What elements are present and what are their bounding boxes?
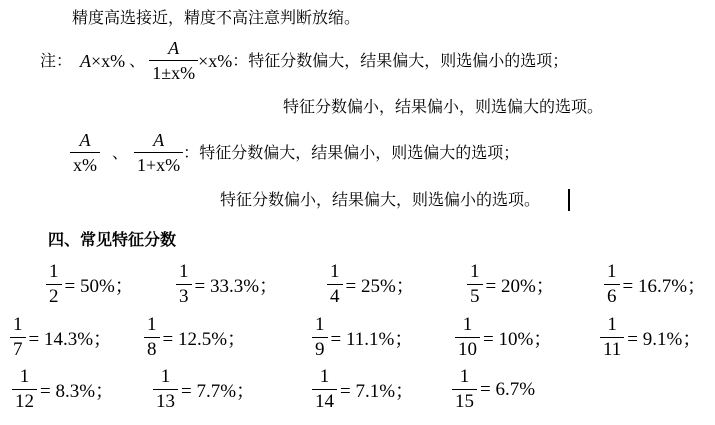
fraction-numerator: 1 xyxy=(179,261,189,282)
fraction-value: = 50%； xyxy=(64,276,134,297)
fraction-value: = 20%； xyxy=(485,276,555,297)
fraction-denominator: 6 xyxy=(604,284,620,307)
fraction-value: = 33.3%； xyxy=(194,276,279,297)
fraction-numerator: 1 xyxy=(462,314,473,335)
percent-term: x% xyxy=(101,50,126,71)
fraction-item xyxy=(600,315,701,360)
fraction-denominator: 7 xyxy=(10,337,26,360)
fraction-value: = 16.7%； xyxy=(622,276,707,297)
fraction xyxy=(327,262,343,307)
fraction-value: = 12.5%； xyxy=(162,329,247,350)
intro-line: 精度高选接近，精度不高注意判断放缩。 xyxy=(72,8,361,27)
fraction-value: = 7.7%； xyxy=(181,381,256,402)
fraction-denominator: 11 xyxy=(600,337,624,360)
fraction xyxy=(312,367,337,412)
fraction xyxy=(604,262,620,307)
fraction-numerator: 1 xyxy=(19,366,30,387)
fraction-value: = 6.7% xyxy=(480,378,536,400)
fraction-item xyxy=(12,367,114,412)
fraction-numerator: 1 xyxy=(330,261,340,282)
fraction-numerator: 1 xyxy=(315,314,325,335)
note-rule-1: 特征分数偏大，结果偏大，则选偏小的选项； xyxy=(248,50,569,70)
fraction-value: = 11.1%； xyxy=(330,329,414,350)
fraction-item xyxy=(176,262,278,307)
note-rule-2: 特征分数偏小，结果偏小，则选偏大的选项。 xyxy=(283,97,604,116)
fraction xyxy=(144,315,160,360)
fraction-denominator: x% xyxy=(70,152,100,175)
fraction-value: = 10%； xyxy=(483,329,553,350)
note2-rule-2: 特征分数偏小，结果偏大，则选偏小的选项。 xyxy=(220,190,541,209)
fraction xyxy=(467,262,483,307)
fraction-a-over-x xyxy=(70,130,100,175)
fraction-item xyxy=(46,262,134,307)
fraction-item xyxy=(144,315,246,360)
fraction-value: = 9.1%； xyxy=(627,329,702,350)
fraction-denominator: 4 xyxy=(327,284,343,307)
separator: 、 xyxy=(112,142,129,162)
fraction xyxy=(600,315,624,360)
fraction-item xyxy=(604,262,706,307)
fraction-denominator: 10 xyxy=(455,337,480,360)
colon: ： xyxy=(232,50,249,70)
fraction-item xyxy=(467,262,555,307)
fraction-value: = 25%； xyxy=(345,276,415,297)
fraction xyxy=(12,367,37,412)
note-label: 注： xyxy=(40,50,73,70)
separator: 、 xyxy=(129,50,146,70)
fraction-item xyxy=(153,367,255,412)
fraction-numerator: A xyxy=(153,130,165,150)
fraction-item xyxy=(327,262,415,307)
fraction-value: = 7.1%； xyxy=(340,381,415,402)
fraction-denominator: 15 xyxy=(452,389,477,412)
fraction-value: = 8.3%； xyxy=(40,381,115,402)
fraction-item xyxy=(312,315,413,360)
fraction-item xyxy=(312,367,414,412)
fraction-denominator: 2 xyxy=(46,284,62,307)
fraction-numerator: 1 xyxy=(459,366,470,387)
fraction-numerator: 1 xyxy=(147,314,157,335)
fraction xyxy=(452,367,477,412)
colon: ： xyxy=(183,142,200,162)
fraction-item xyxy=(455,315,552,360)
fraction-denominator: 14 xyxy=(312,389,337,412)
fraction-numerator: 1 xyxy=(13,314,23,335)
fraction-denominator: 1+x% xyxy=(134,152,183,175)
fraction-numerator: A xyxy=(168,38,180,58)
fraction-denominator: 9 xyxy=(312,337,328,360)
fraction-a-over-1-plus-x xyxy=(134,130,183,175)
fraction-numerator: 1 xyxy=(607,261,617,282)
note-formula-row-2 xyxy=(70,130,519,175)
fraction xyxy=(455,315,480,360)
section-heading: 四、常见特征分数 xyxy=(48,230,177,249)
percent-term: x% xyxy=(208,50,233,71)
fraction-numerator: 1 xyxy=(49,261,59,282)
fraction-value: = 14.3%； xyxy=(28,329,113,350)
fraction-a-over-1-pm-x xyxy=(149,38,198,83)
times-sign: × xyxy=(91,50,102,71)
fraction-numerator: 1 xyxy=(470,261,480,282)
fraction-denominator: 13 xyxy=(153,389,178,412)
fraction xyxy=(153,367,178,412)
text-cursor xyxy=(568,189,570,211)
note2-rule-1: 特征分数偏大，结果偏小，则选偏大的选项； xyxy=(199,142,520,162)
fraction xyxy=(176,262,192,307)
note-formula-row-1 xyxy=(40,38,568,83)
fraction-numerator: 1 xyxy=(607,314,617,335)
fraction-denominator: 5 xyxy=(467,284,483,307)
variable-a: A xyxy=(80,50,92,71)
fraction-denominator: 3 xyxy=(176,284,192,307)
fraction-denominator: 1±x% xyxy=(149,60,198,83)
fraction-numerator: 1 xyxy=(319,366,330,387)
fraction-denominator: 8 xyxy=(144,337,160,360)
fraction xyxy=(46,262,62,307)
fraction-item xyxy=(10,315,112,360)
times-sign: × xyxy=(198,50,209,71)
fraction-numerator: 1 xyxy=(160,366,171,387)
fraction-numerator: A xyxy=(79,130,91,150)
fraction xyxy=(312,315,328,360)
fraction-item xyxy=(452,367,535,412)
fraction-denominator: 12 xyxy=(12,389,37,412)
fraction xyxy=(10,315,26,360)
